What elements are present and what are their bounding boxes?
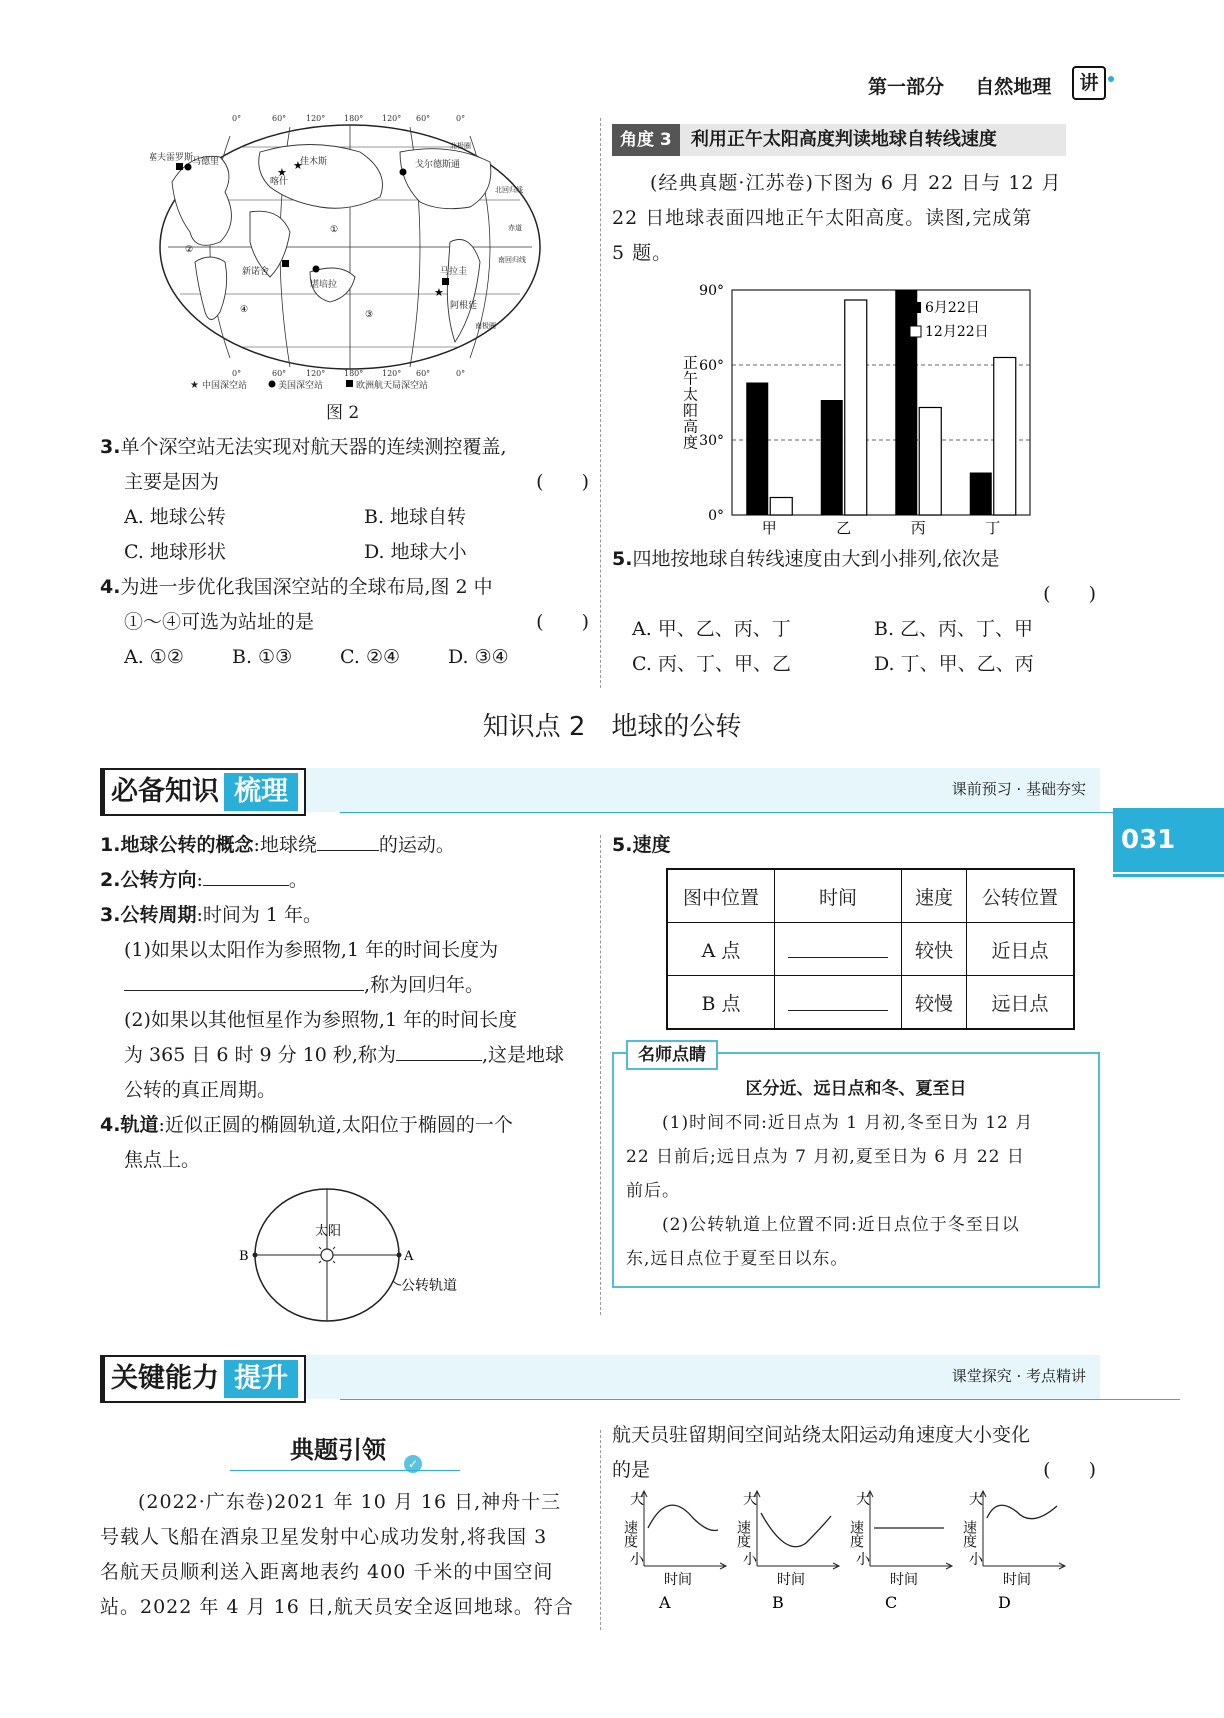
- intro-line-3: 5 题。: [612, 242, 673, 264]
- map-place-label: 喀什: [270, 177, 289, 187]
- q5-number: 5.: [612, 548, 633, 570]
- chart-y-tick: 60°: [699, 358, 724, 374]
- k2-text-a: :: [196, 869, 203, 891]
- k3-1-blank[interactable]: [124, 968, 364, 991]
- mini-x-label: 时间: [1003, 1572, 1031, 1588]
- q4-stem-2: ①～④可选为站址的是: [124, 611, 315, 633]
- table-row: [667, 976, 1074, 1030]
- tip-title: 区分近、远日点和冬、夏至日: [745, 1079, 967, 1099]
- map-top-label: 120°: [306, 114, 326, 123]
- speed-curve-option[interactable]: [848, 1491, 952, 1612]
- mini-option-letter: B: [772, 1593, 784, 1612]
- mini-small-label: 小: [743, 1552, 757, 1568]
- map-top-label: 60°: [272, 114, 287, 123]
- speed-row-b-orbit: 远日点: [967, 976, 1075, 1030]
- k1-text-c: 的运动。: [378, 834, 455, 856]
- q3-option-d[interactable]: D. 地球大小: [364, 541, 467, 563]
- q4-number: 4.: [100, 576, 121, 598]
- chart-y-label: 正午太阳高度: [681, 354, 699, 451]
- header-dot: [1108, 76, 1114, 82]
- map-place-label: 堪培拉: [310, 280, 338, 290]
- dianti-title: 典题引领: [290, 1436, 386, 1464]
- bar-december: [919, 408, 941, 516]
- k1-num: 1.: [100, 834, 121, 856]
- k2-blank[interactable]: [203, 863, 289, 886]
- map-place-label: 南极圈: [475, 322, 496, 330]
- bar-june: [970, 473, 992, 516]
- mini-small-label: 小: [630, 1552, 644, 1568]
- tip-p1-a: (1)时间不同:近日点为 1 月初,冬至日为 12 月: [662, 1113, 1034, 1133]
- svg-text:②: ②: [185, 245, 194, 255]
- speed-row-a-position: A 点: [667, 923, 775, 976]
- speed-curve-option[interactable]: [961, 1491, 1065, 1612]
- q3-number: 3.: [100, 436, 121, 458]
- speed-header-orbit-position: 公转位置: [967, 869, 1075, 923]
- chart-x-tick: 乙: [836, 519, 852, 537]
- chart-x-tick: 丁: [985, 519, 1001, 537]
- k3-2-line-c: ,这是地球: [481, 1044, 565, 1066]
- chart-y-tick: 0°: [708, 508, 724, 524]
- q6-line-1: 航天员驻留期间空间站绕太阳运动角速度大小变化: [612, 1424, 1031, 1446]
- legend-december-label: 12月22日: [925, 324, 989, 340]
- speed-row-b-speed: 较慢: [902, 976, 967, 1030]
- bar-june: [821, 400, 843, 515]
- mini-big-label: 大: [630, 1492, 644, 1508]
- bar-december: [770, 498, 792, 516]
- mini-option-letter: A: [659, 1593, 671, 1612]
- mini-x-label: 时间: [777, 1572, 805, 1588]
- mini-y-label: 速度: [735, 1520, 751, 1548]
- mini-option-letter: D: [998, 1593, 1011, 1612]
- q3-option-b[interactable]: B. 地球自转: [364, 506, 467, 528]
- orbit-path-label: 公转轨道: [401, 1278, 457, 1294]
- q3-option-c[interactable]: C. 地球形状: [124, 541, 226, 563]
- mini-y-label: 速度: [622, 1520, 638, 1548]
- map-bottom-label: 60°: [416, 369, 431, 378]
- mini-big-label: 大: [969, 1492, 983, 1508]
- q5-option-d[interactable]: D. 丁、甲、乙、丙: [874, 653, 1034, 675]
- banner1-right: 课前预习 · 基础夯实: [951, 780, 1086, 798]
- speed-title: 速度: [632, 834, 671, 856]
- tip-p2-a: (2)公转轨道上位置不同:近日点位于冬至日以: [662, 1215, 1020, 1235]
- q6-answer-paren: ( ): [1043, 1459, 1096, 1481]
- q3-answer-paren: ( ): [536, 471, 589, 493]
- q4-option-d[interactable]: D. ③④: [448, 646, 509, 668]
- map-place-label: 南回归线: [498, 256, 526, 264]
- map-place-label: 马拉圭: [440, 267, 468, 277]
- speed-header-position: 图中位置: [667, 869, 775, 923]
- bar-december: [994, 358, 1016, 516]
- legend-december-swatch: [910, 326, 921, 337]
- k3-2-line-d: 公转的真正周期。: [124, 1079, 277, 1101]
- bar-june: [746, 383, 768, 516]
- lead-line-3: 名航天员顺利送入距离地表约 400 千米的中国空间: [100, 1561, 554, 1583]
- chart-x-tick: 甲: [761, 519, 777, 537]
- page-number: 031: [1113, 808, 1224, 872]
- legend-label-esa: 欧洲航天局深空站: [356, 381, 429, 391]
- orbit-diagram: [225, 1185, 465, 1327]
- map-place-label: 塞夫雷罗斯: [150, 153, 194, 163]
- k3-term: 公转周期: [120, 904, 197, 926]
- speed-row-a-orbit: 近日点: [967, 923, 1075, 976]
- chart-y-tick: 30°: [699, 433, 724, 449]
- speed-num: 5.: [612, 834, 633, 856]
- banner-key-ability: [100, 1355, 1100, 1407]
- svg-text:★: ★: [277, 166, 287, 179]
- tip-p1-c: 前后。: [626, 1181, 680, 1201]
- q5-option-c[interactable]: C. 丙、丁、甲、乙: [632, 653, 791, 675]
- mini-speed-curve: [761, 1513, 831, 1547]
- lead-line-4: 站。2022 年 4 月 16 日,航天员安全返回地球。符合: [100, 1596, 574, 1618]
- legend-square-icon: [346, 380, 353, 387]
- k3-2-line-b: 为 365 日 6 时 9 分 10 秒,称为: [124, 1044, 396, 1066]
- q3-option-a[interactable]: A. 地球公转: [124, 506, 226, 528]
- k1-text-a: :地球绕: [253, 834, 317, 856]
- header-subject: 自然地理: [975, 76, 1052, 98]
- chart-y-tick: 90°: [699, 283, 724, 299]
- bar-december: [845, 300, 867, 515]
- map-top-label: 60°: [416, 114, 431, 123]
- q3-stem-1: 单个深空站无法实现对航天器的连续测控覆盖,: [120, 436, 507, 458]
- legend-june-label: 6月22日: [925, 300, 980, 316]
- tip-p2-b: 东,远日点位于夏至日以东。: [626, 1249, 849, 1269]
- mini-small-label: 小: [969, 1552, 983, 1568]
- svg-text:③: ③: [365, 310, 374, 320]
- teacher-tip-box: [612, 1045, 1100, 1288]
- map-top-label: 180°: [344, 114, 364, 123]
- lead-line-2: 号载人飞船在酒泉卫星发射中心成功发射,将我国 3: [100, 1526, 548, 1548]
- intro-line-1: (经典真题·江苏卷)下图为 6 月 22 日与 12 月: [650, 172, 1062, 194]
- mini-big-label: 大: [856, 1492, 870, 1508]
- k2-num: 2.: [100, 869, 121, 891]
- banner1-label: 必备知识: [111, 776, 219, 807]
- orbit-sun-label: 太阳: [315, 1224, 342, 1239]
- mini-big-label: 大: [743, 1492, 757, 1508]
- mini-speed-curve: [987, 1505, 1057, 1518]
- q5-stem: 四地按地球自转线速度由大到小排列,依次是: [632, 548, 1000, 570]
- sun-altitude-chart: [672, 270, 1052, 540]
- world-map-figure: [150, 112, 550, 430]
- chart-x-tick: 丙: [910, 519, 926, 537]
- banner1-tag: 梳理: [224, 773, 298, 811]
- k3-1-line-b: ,称为回归年。: [364, 974, 485, 996]
- map-place-label: 新诺舍: [242, 267, 270, 277]
- speed-curve-option[interactable]: [735, 1491, 839, 1612]
- k3-2-blank[interactable]: [396, 1038, 482, 1061]
- q6-line-2: 的是: [612, 1459, 651, 1481]
- speed-row-a-time-blank[interactable]: [788, 935, 888, 958]
- q4-stem-1: 为进一步优化我国深空站的全球布局,图 2 中: [120, 576, 493, 598]
- header-badge: 讲: [1072, 66, 1106, 100]
- angle3-title: 利用正午太阳高度判读地球自转线速度: [690, 129, 997, 150]
- speed-table: [666, 868, 1075, 1030]
- map-top-label: 0°: [456, 114, 466, 123]
- banner2-tag: 提升: [224, 1360, 298, 1398]
- speed-row-a-speed: 较快: [902, 923, 967, 976]
- k3-text-a: :时间为 1 年。: [196, 904, 323, 926]
- k1-term: 地球公转的概念: [120, 834, 254, 856]
- q4-answer-paren: ( ): [536, 611, 589, 633]
- q5-option-a[interactable]: A. 甲、乙、丙、丁: [632, 618, 791, 640]
- q5-answer-paren: ( ): [1043, 583, 1096, 605]
- svg-text:④: ④: [240, 305, 249, 315]
- header-part: 第一部分: [868, 76, 945, 98]
- mini-small-label: 小: [856, 1552, 870, 1568]
- banner2-right: 课堂探究 · 考点精讲: [951, 1367, 1086, 1385]
- map-bottom-label: 180°: [344, 369, 364, 378]
- map-place-label: 北回归线: [495, 186, 523, 194]
- mini-y-label: 速度: [961, 1520, 977, 1548]
- speed-row-b-time-blank[interactable]: [788, 988, 888, 1011]
- q4-option-a[interactable]: A. ①②: [124, 646, 184, 668]
- map-place-label: 北极圈: [450, 142, 471, 150]
- map-top-label: 0°: [232, 114, 242, 123]
- map-bottom-label: 120°: [382, 369, 402, 378]
- svg-text:★: ★: [434, 286, 444, 299]
- q3-stem-2: 主要是因为: [124, 471, 220, 493]
- legend-circle-icon: [269, 381, 276, 388]
- q4-option-b[interactable]: B. ①③: [232, 646, 293, 668]
- speed-curve-options: [622, 1488, 1102, 1618]
- map-place-label: 阿根廷: [450, 301, 478, 311]
- k2-term: 公转方向: [120, 869, 197, 891]
- k4-num: 4.: [100, 1114, 121, 1136]
- q4-option-c[interactable]: C. ②④: [340, 646, 401, 668]
- k4-text-a: :近似正圆的椭圆轨道,太阳位于椭圆的一个: [158, 1114, 513, 1136]
- mini-option-letter: C: [885, 1593, 898, 1612]
- svg-text:①: ①: [330, 225, 339, 235]
- legend-june-swatch: [910, 302, 921, 313]
- speed-header-time: 时间: [775, 869, 902, 923]
- lead-line-1: (2022·广东卷)2021 年 10 月 16 日,神舟十三: [138, 1491, 562, 1513]
- mini-y-label: 速度: [848, 1520, 864, 1548]
- k4-term: 轨道: [120, 1114, 159, 1136]
- k2-text-c: 。: [288, 869, 308, 891]
- map-caption: 图 2: [326, 403, 360, 423]
- k3-2-line-a: (2)如果以其他恒星作为参照物,1 年的时间长度: [124, 1009, 518, 1031]
- speed-row-b-position: B 点: [667, 976, 775, 1030]
- legend-label-china: 中国深空站: [202, 381, 248, 391]
- map-place-label: 马德里: [192, 157, 220, 167]
- q5-option-b[interactable]: B. 乙、丙、丁、甲: [874, 618, 1034, 640]
- map-bottom-label: 0°: [456, 369, 466, 378]
- svg-text:★: ★: [293, 159, 303, 172]
- map-place-label: 赤道: [508, 224, 522, 232]
- orbit-point-b: B: [239, 1249, 249, 1264]
- mini-speed-curve: [648, 1505, 718, 1530]
- legend-star-icon: ★: [190, 380, 199, 391]
- bar-june: [895, 290, 917, 515]
- intro-line-2: 22 日地球表面四地正午太阳高度。读图,完成第: [612, 207, 1033, 229]
- mini-x-label: 时间: [890, 1572, 918, 1588]
- orbit-point-a: A: [404, 1249, 414, 1264]
- map-bottom-label: 0°: [232, 369, 242, 378]
- legend-label-usa: 美国深空站: [278, 381, 324, 391]
- speed-curve-option[interactable]: [622, 1491, 726, 1612]
- banner2-label: 关键能力: [111, 1363, 219, 1394]
- k3-num: 3.: [100, 904, 121, 926]
- map-place-label: 戈尔德斯通: [415, 160, 461, 170]
- map-top-label: 120°: [382, 114, 402, 123]
- k4-text-c: 焦点上。: [124, 1149, 201, 1171]
- k3-1-line-a: (1)如果以太阳作为参照物,1 年的时间长度为: [124, 939, 499, 961]
- knowledge-title: 知识点 2 地球的公转: [482, 712, 742, 742]
- angle3-tag: 角度 3: [612, 124, 680, 156]
- banner-essential-knowledge: [100, 768, 1100, 820]
- map-place-label: 佳木斯: [300, 157, 328, 167]
- table-row: [667, 923, 1074, 976]
- k1-blank[interactable]: [317, 828, 379, 851]
- tip-badge: 名师点睛: [626, 1040, 718, 1070]
- tip-p1-b: 22 日前后;远日点为 7 月初,夏至日为 6 月 22 日: [626, 1147, 1025, 1167]
- check-icon: ✓: [404, 1455, 422, 1473]
- speed-header-speed: 速度: [902, 869, 967, 923]
- map-bottom-label: 120°: [306, 369, 326, 378]
- mini-x-label: 时间: [664, 1572, 692, 1588]
- map-bottom-label: 60°: [272, 369, 287, 378]
